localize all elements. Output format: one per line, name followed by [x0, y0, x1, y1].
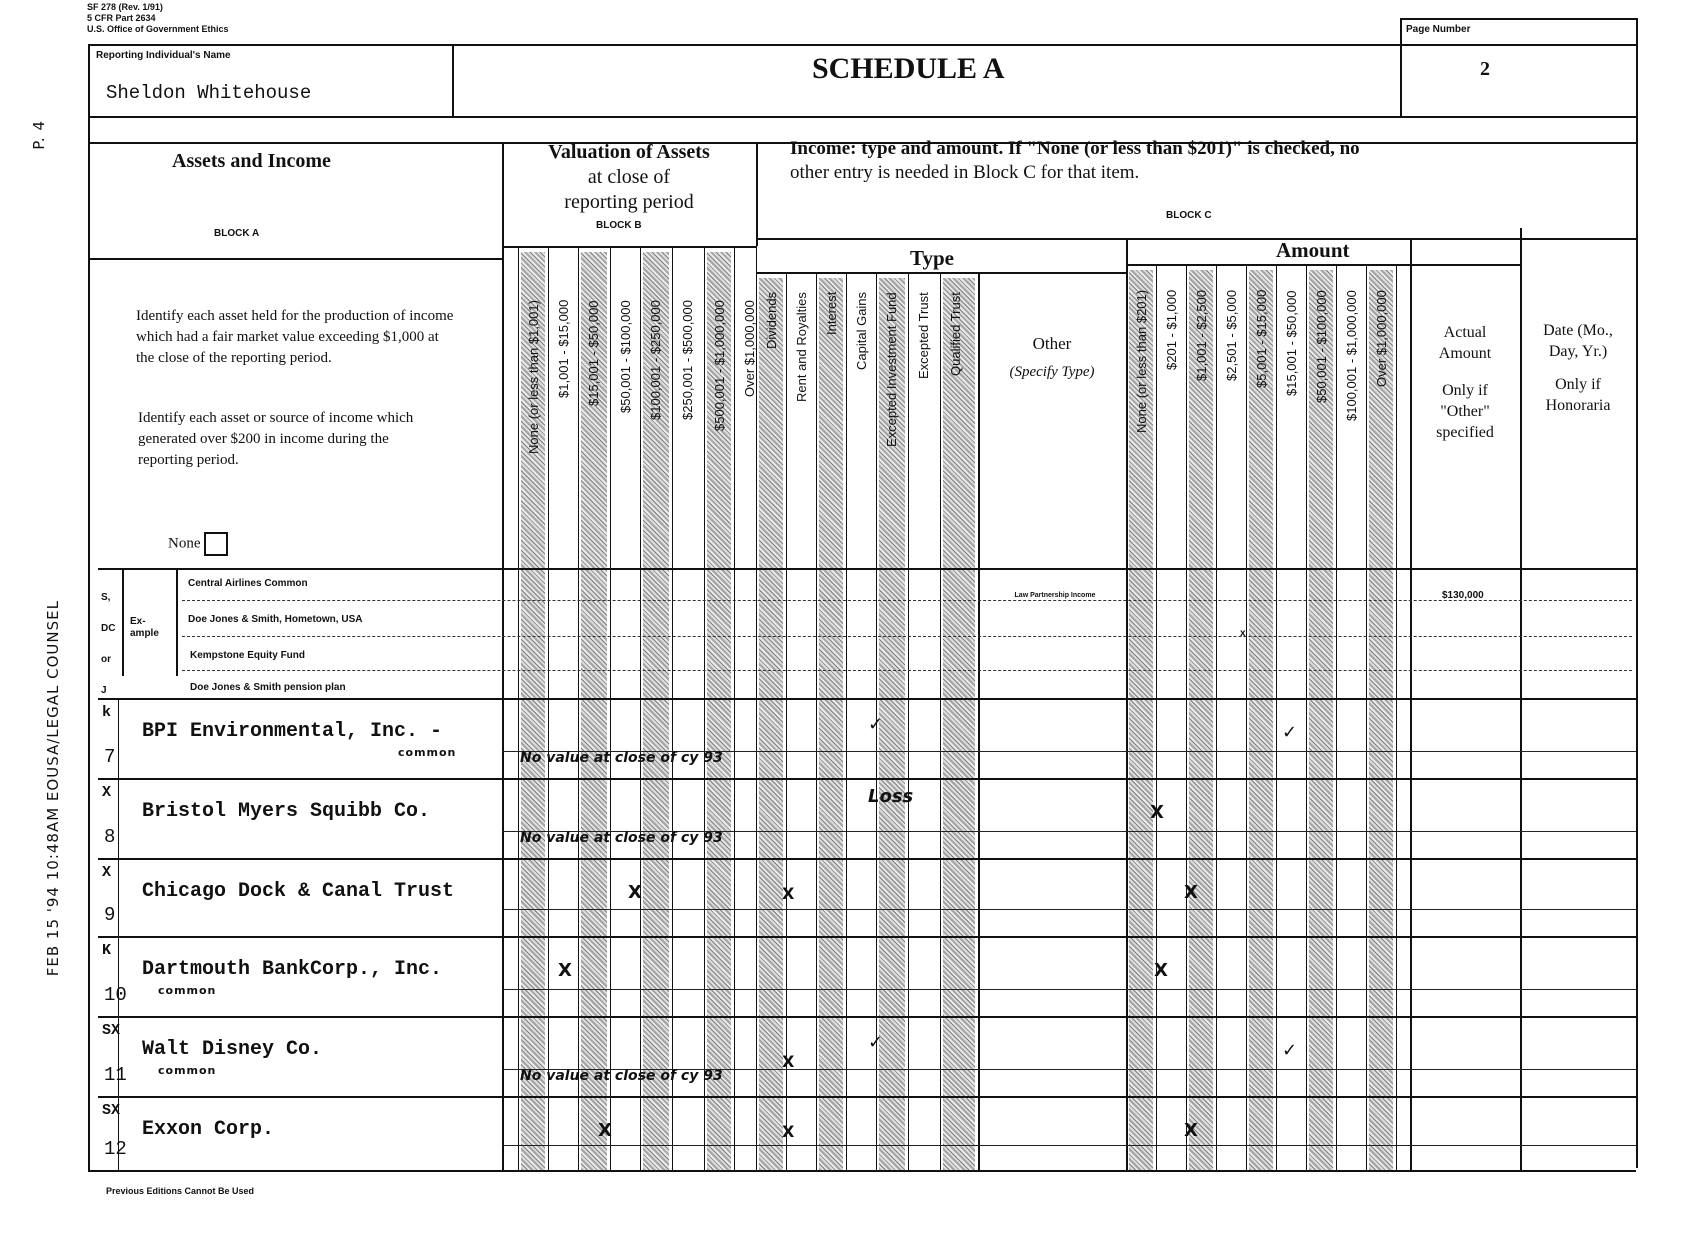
row-asset-name: Bristol Myers Squibb Co. [142, 800, 431, 823]
block-a-title: Assets and Income [172, 150, 331, 172]
row-asset-name: Walt Disney Co. [142, 1038, 323, 1061]
valuation-column-4: $50,001 - $100,000 [618, 300, 633, 413]
block-a-instructions-1: Identify each asset held for the production of income which had a fair market value exceeding $1,000 at the close of the reporting period. [136, 308, 454, 366]
example-other: Law Partnership Income [1014, 592, 1096, 599]
type-column-1: Dividends [764, 292, 779, 350]
actual-amount-header [1410, 322, 1520, 443]
row-asset-name: Chicago Dock & Canal Trust [142, 880, 455, 903]
example-prefix-1: S, [101, 592, 111, 603]
row-asset-name: Dartmouth BankCorp., Inc. [142, 958, 443, 981]
valuation-column-1: None (or less than $1,001) [526, 300, 541, 454]
other-label [978, 334, 1126, 381]
fax-page-mark: P. 4 [30, 120, 48, 150]
valuation-column-5: $100,001 - $250,000 [648, 300, 663, 420]
type-column-7: Qualified Trust [948, 292, 963, 376]
example-line-1: Central Airlines Common [188, 578, 308, 589]
page-number-label: Page Number [1406, 24, 1471, 35]
row-valuation-mark: X [598, 1120, 612, 1141]
row-handwritten-note: No value at close of cy 93 [520, 750, 723, 766]
type-column-6: Excepted Trust [916, 292, 931, 379]
row-owner: k [102, 704, 112, 721]
row-capital-gains-mark: Loss [868, 786, 914, 807]
example-prefix-2: DC [101, 623, 116, 634]
amount-column-9: Over $1,000,000 [1374, 290, 1389, 387]
block-a-label: BLOCK A [214, 228, 260, 239]
row-asset-sub: common [398, 746, 457, 759]
block-c-title-1: Income: type and amount. If "None (or less than $201)" is checked, no [790, 138, 1360, 159]
example-line-4: Doe Jones & Smith pension plan [190, 682, 346, 693]
row-amount-mark: X [1184, 1120, 1198, 1141]
row-amount-mark: X [1154, 960, 1168, 981]
footer-note: Previous Editions Cannot Be Used [106, 1186, 255, 1196]
row-asset-sub: common [158, 1064, 217, 1077]
example-prefix-3: or [101, 654, 111, 665]
block-b-title-3: reporting period [564, 191, 694, 213]
valuation-column-8: Over $1,000,000 [742, 300, 757, 397]
row-asset-sub: common [158, 984, 217, 997]
block-c-title-2: other entry is needed in Block C for that item. [790, 162, 1140, 183]
amount-column-6: $15,001 - $50,000 [1284, 290, 1299, 396]
example-prefix-4: J [101, 685, 107, 696]
valuation-column-2: $1,001 - $15,000 [556, 300, 571, 399]
row-number: 12 [104, 1138, 127, 1160]
example-actual: $130,000 [1442, 590, 1484, 601]
row-asset-name: BPI Environmental, Inc. - [142, 720, 443, 743]
none-checkbox-row [168, 532, 228, 556]
block-b-label: BLOCK B [596, 220, 642, 231]
type-label: Type [910, 246, 954, 270]
row-amount-mark: X [1150, 802, 1164, 823]
amount-label: Amount [1276, 238, 1350, 262]
row-amount-mark: ✓ [1282, 1040, 1298, 1061]
row-owner: X [102, 784, 112, 801]
row-capital-gains-mark: ✓ [868, 714, 884, 735]
amount-column-7: $50,001 - $100,000 [1314, 290, 1329, 403]
fax-header-line: FEB 15 '94 10:48AM EOUSA/LEGAL COUNSEL [44, 600, 62, 977]
actual-amount-title: Actual Amount [1438, 324, 1492, 362]
type-column-3: Interest [824, 292, 839, 336]
none-label: None [168, 535, 201, 552]
other-title: Other [1032, 334, 1072, 353]
form-line-1: SF 278 (Rev. 1/91) [87, 2, 163, 12]
amount-column-3: $1,001 - $2,500 [1194, 290, 1209, 382]
example-prefix [101, 582, 115, 706]
row-capital-gains-mark: ✓ [868, 1032, 884, 1053]
row-number: 7 [104, 746, 116, 768]
row-number: 9 [104, 904, 116, 926]
row-asset-name: Exxon Corp. [142, 1118, 275, 1141]
valuation-column-6: $250,001 - $500,000 [680, 300, 695, 420]
block-a-instructions-2: Identify each asset or source of income which generated over $200 in income during the reporting period. [138, 410, 414, 468]
row-owner: X [102, 864, 112, 881]
page-number: 2 [1480, 58, 1490, 80]
row-handwritten-note: No value at close of cy 93 [520, 830, 723, 846]
reporting-name: Sheldon Whitehouse [106, 82, 312, 104]
valuation-column-3: $15,001 - $50,000 [586, 300, 601, 406]
row-amount-mark: X [1184, 882, 1198, 903]
form-line-3: U.S. Office of Government Ethics [87, 24, 229, 34]
row-owner: K [102, 942, 112, 959]
row-valuation-mark: X [558, 960, 572, 981]
type-column-5: Excepted Investment Fund [884, 292, 899, 447]
form-id [87, 2, 229, 35]
actual-amount-note: Only if "Other" specified [1436, 382, 1494, 441]
amount-column-4: $2,501 - $5,000 [1224, 290, 1239, 382]
date-title: Date (Mo., Day, Yr.) [1543, 322, 1613, 360]
example-mark: x [1240, 628, 1246, 639]
type-column-4: Capital Gains [854, 292, 869, 371]
amount-column-8: $100,001 - $1,000,000 [1344, 290, 1359, 421]
block-b-title-1: Valuation of Assets [548, 141, 710, 163]
schedule-title: SCHEDULE A [812, 52, 1005, 85]
row-owner: SX [102, 1102, 121, 1119]
example-line-2: Doe Jones & Smith, Hometown, USA [188, 614, 363, 625]
valuation-column-7: $500,001 - $1,000,000 [712, 300, 727, 431]
row-number: 10 [104, 984, 127, 1006]
example-label: Ex- ample [130, 616, 159, 639]
row-type-mark: X [782, 1052, 795, 1071]
form-line-2: 5 CFR Part 2634 [87, 13, 156, 23]
block-c-label: BLOCK C [1166, 210, 1212, 221]
row-owner: SX [102, 1022, 121, 1039]
amount-column-5: $5,001 - $15,000 [1254, 290, 1269, 389]
row-type-mark: X [782, 884, 795, 903]
none-checkbox[interactable] [204, 532, 228, 556]
amount-column-1: None (or less than $201) [1134, 290, 1149, 434]
row-number: 11 [104, 1064, 127, 1086]
block-b-title-2: at close of [587, 166, 671, 188]
type-column-2: Rent and Royalties [794, 292, 809, 402]
example-line-3: Kempstone Equity Fund [190, 650, 305, 661]
row-amount-mark: ✓ [1282, 722, 1298, 743]
date-header [1520, 320, 1636, 416]
other-specify: (Specify Type) [1009, 364, 1095, 380]
date-note: Only if Honoraria [1545, 376, 1611, 414]
reporting-label: Reporting Individual's Name [96, 50, 231, 61]
row-number: 8 [104, 826, 116, 848]
amount-column-2: $201 - $1,000 [1164, 290, 1179, 371]
row-type-mark: X [782, 1122, 795, 1141]
row-valuation-mark: X [628, 882, 642, 903]
row-handwritten-note: No value at close of cy 93 [520, 1068, 723, 1084]
block-b-title [502, 140, 756, 215]
